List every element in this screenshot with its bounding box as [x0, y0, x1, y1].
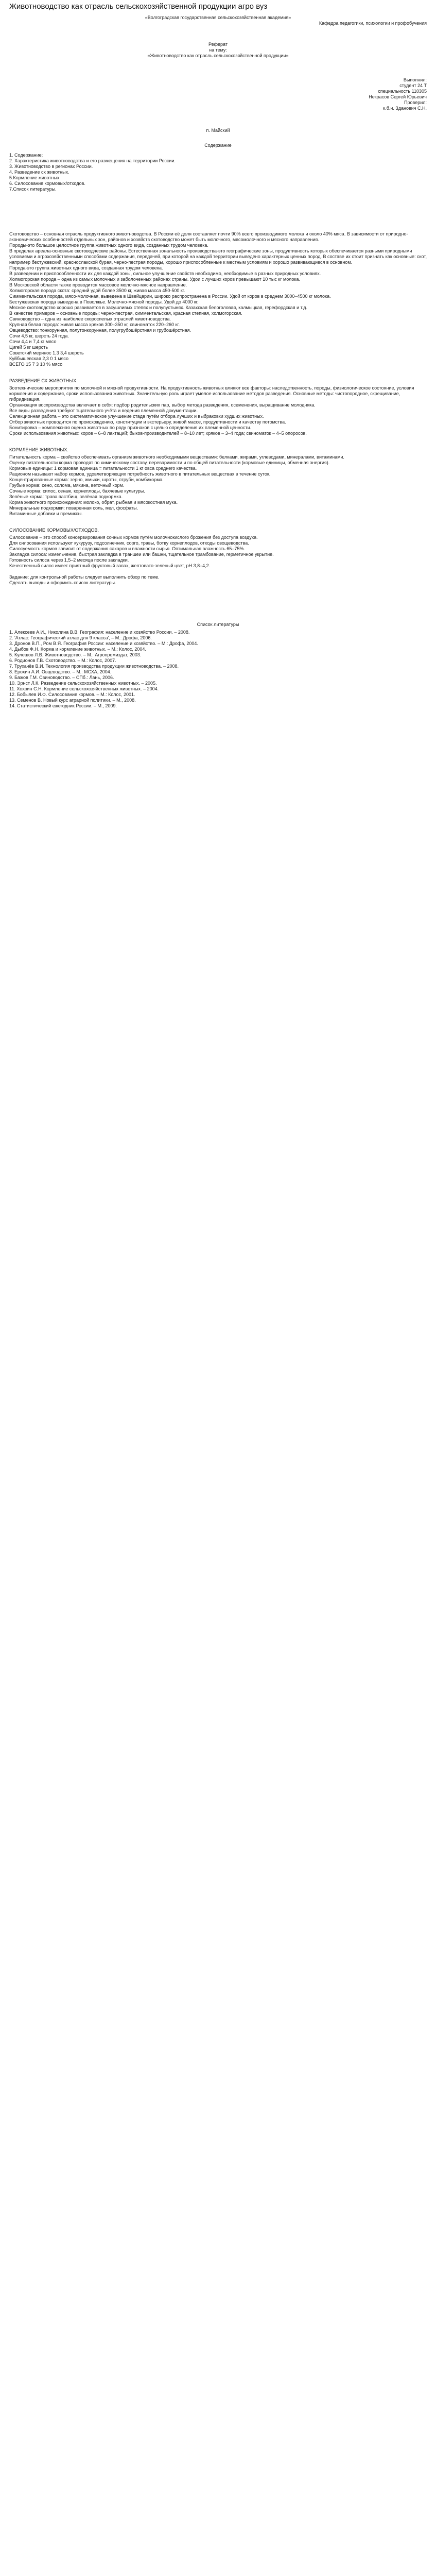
- paragraph: Отбор животных проводится по происхождению, конституции и экстерьеру, живой массе, продуктивности и качеству потомства.: [9, 419, 286, 425]
- paragraph: Зоотехнические мероприятия по молочной и мясной продуктивности. На продуктивность животных влияют все факторы: наследственность, породы, физиологическое состояние, условия кормления и содержания, сроки использования животных. Значительную роль играет умелое использование методов разведения. Основные методы: чистопородное, скрещивание, гибридизация.: [9, 385, 414, 402]
- reference-item: 1. Алексеев А.И., Николина В.В. География: население и хозяйство России. – 2008.: [9, 630, 190, 635]
- paragraph: Сочные корма: силос, сенаж, корнеплоды, бахчевые культуры.: [9, 488, 145, 494]
- paragraph: Цигей 5 кг шерсть: [9, 345, 48, 350]
- toc-heading: Содержание: [204, 143, 232, 148]
- paragraph: Свиноводство – одна из наиболее скороспелых отраслей животноводства.: [9, 316, 171, 321]
- paragraph: В пределах ареала-основные скотоводческие районы. Естественная зональность производства-это географические зоны, продуктивность которых обеспечивается разными природными условиями и агрохозяйственными способами содержания, передачей, при которой на каждой территории выведено характерных ценных пород. В составе их стоит признать как основные: скот, например бестужевский, краснослакской бурая, черно-пестрая породы, хорошо приспособленные к местным условиям и хорошо развивающиеся в основном.: [9, 248, 427, 265]
- performed-label: Выполнил:: [403, 77, 427, 82]
- reference-item: 5. Кулешов Л.В. Животноводство. – М.: Агропромиздат, 2003.: [9, 652, 142, 657]
- toc-item: 5.Кормление животных.: [9, 175, 61, 180]
- paragraph: Питательность корма – свойство обеспечивать организм животного необходимыми веществами: белками, жирами, углеводами, минералами, витаминами.: [9, 454, 344, 460]
- checker-name: к.б.н. Зданович С.Н.: [383, 106, 427, 111]
- student-group: студент 24 Т: [399, 83, 427, 88]
- paragraph: Силосование – это способ консервирования сочных кормов путём молочнокислого брожения без доступа воздуха.: [9, 535, 258, 540]
- toc-item: 6. Силосование кормовых/отходов.: [9, 181, 85, 186]
- paragraph: Оценку питательности корма проводят по химическому составу, переваримости и по общей питательности (кормовые единицы, обменная энергия).: [9, 460, 330, 465]
- section-heading-silage: СИЛОСОВАНИЕ КОРМОВЫХ/ОТХОДОВ.: [9, 528, 99, 533]
- paragraph: Крупная белая порода: живая масса хряков 300–350 кг, свиноматок 220–260 кг.: [9, 322, 180, 327]
- page-title: Животноводство как отрасль сельскохозяйственной продукции агро вуз: [9, 2, 268, 11]
- paragraph: Овцеводство: тонкорунная, полутонкорунная, полугрубошёрстная и грубошёрстная.: [9, 328, 191, 333]
- paragraph: Сроки использования животных: коров – 6–8 лактаций; быков-производителей – 8–10 лет; хряков – 3–4 года; свиноматок – 4–5 опоросов.: [9, 431, 307, 436]
- paragraph: Мясное скотоводство хорошо развивается в засушливых степях и полупустынях. Казахская белоголовая, калмыцкая, герефордская и т.д.: [9, 305, 307, 310]
- reference-item: 12. Бобылев И.Ф. Силосование кормов. – М.: Колос, 2001.: [9, 692, 135, 697]
- department-block: [9, 21, 427, 26]
- paragraph: Скотоводство – основная отрасль продуктивного животноводства. В России её доля составляет почти 90% всего производимого молока и около 40% мяса. В зависимости от природно-экономических особенностей отдельных зон, районов и хозяйств скотоводство может быть молочного, мясомолочного и мясного направления.: [9, 231, 408, 242]
- paragraph: Холмогорская порода – одна из самых молочных и заболоченных районах страны. Удои с лучших коров превышают 10 тыс кг молока.: [9, 277, 301, 282]
- paragraph: Витаминные добавки и премиксы.: [9, 511, 83, 516]
- paragraph: Организация воспроизводства включает в себя: подбор родительских пар, выбор метода разведения, осеменения, выращивание молодняка.: [9, 402, 316, 408]
- cover-header: [9, 15, 427, 21]
- paragraph: Силосуемость кормов зависит от содержания сахаров и влажности сырья. Оптимальная влажность 65–75%.: [9, 546, 245, 551]
- document-page: [0, 0, 436, 709]
- author-name: Некрасов Сергей Юрьевич: [369, 94, 427, 99]
- table-of-contents: [9, 152, 427, 192]
- paragraph: В качестве примеров – основные породы: черно-пестрая, симментальская, красная степная, холмогорская.: [9, 311, 242, 316]
- section-heading-breeding: РАЗВЕДЕНИЕ СХ ЖИВОТНЫХ.: [9, 378, 78, 383]
- toc-item: 4. Разведение сх животных.: [9, 170, 69, 175]
- section-livestock: [9, 231, 427, 367]
- toc-item: 2. Характеристика животноводства и его размещения на территории России.: [9, 158, 176, 163]
- topic-text: «Животноводство как отрасль сельскохозяйственной продукции»: [147, 53, 289, 58]
- section-feeding: [9, 454, 427, 517]
- paragraph: Качественный силос имеет приятный фруктовый запах, желтовато-зелёный цвет, pH 3,8–4,2.: [9, 563, 211, 568]
- reference-item: 4. Дыбов Ф.Н. Корма и кормление животных. – М.: Колос, 2004.: [9, 647, 146, 652]
- paragraph: Закладка силоса: измельчение, быстрая закладка в траншеи или башни, тщательное трамбование, герметичное укрытие.: [9, 552, 274, 557]
- specialty: специальность 110305: [378, 89, 427, 94]
- paragraph: Холмогорская порода скота: средний удой более 3500 кг, живая масса 450-500 кг.: [9, 288, 185, 293]
- paragraph: ВСЕГО 15 7 3 10 % мясо: [9, 362, 63, 367]
- reference-item: 13. Семенов В. Новый курс аграрной политики. – М., 2008.: [9, 698, 136, 703]
- paragraph: Сочи 4,5 кг, шерсть 24 года.: [9, 333, 69, 338]
- paragraph: Зелёные корма: трава пастбищ, зелёная подкормка.: [9, 494, 123, 499]
- reference-item: 3. Дронов В.П., Ром В.Я. География России: население и хозяйство. – М.: Дрофа, 2004.: [9, 641, 198, 646]
- paragraph: Грубые корма: сено, солома, мякина, веточный корм.: [9, 483, 125, 488]
- paragraph: В разведении и приспособленности их для каждой зоны, сильное улучшение свойств необходимо, необходимые в разных природных условиях.: [9, 271, 321, 276]
- references-list: [9, 630, 427, 709]
- paragraph: Бонитировка – комплексная оценка животных по ряду признаков с целью определения их племенной ценности.: [9, 425, 251, 430]
- paragraph: Сделать выводы и оформить список литературы.: [9, 580, 116, 585]
- cover-topic: [9, 42, 427, 59]
- paragraph: Бестужевская порода выведена в Поволжье. Молочно-мясной породы. Удой до 4000 кг.: [9, 299, 199, 304]
- paragraph: Задание: для контрольной работы следует выполнить обзор по теме.: [9, 574, 160, 580]
- checked-label: Проверил:: [404, 100, 427, 105]
- topic-label: на тему:: [209, 47, 227, 53]
- toc-item: 1. Содержание;: [9, 152, 43, 158]
- paragraph: Концентрированные корма: зерно, жмыхи, шроты, отруби, комбикорма.: [9, 477, 164, 482]
- reference-item: 7. Трухачёв В.И. Технология производства продукции животноводства. – 2008.: [9, 664, 179, 669]
- section-conclusion: [9, 574, 427, 586]
- paragraph: Готовность силоса через 1,5–2 месяца после закладки.: [9, 557, 129, 563]
- department-name: Кафедра педагогики, психологии и профобучения: [319, 21, 427, 26]
- reference-item: 10. Эрнст Л.К. Разведение сельскохозяйственных животных. – 2005.: [9, 681, 157, 686]
- paragraph: Для силосования используют кукурузу, подсолнечник, сорго, травы, ботву корнеплодов, отходы овощеводства.: [9, 540, 249, 546]
- reference-item: 11. Хохрин С.Н. Кормление сельскохозяйственных животных. – 2004.: [9, 686, 159, 691]
- paragraph: Все виды разведения требуют тщательного учёта и ведения племенной документации.: [9, 408, 198, 413]
- paragraph: Сочи 4,4 и 7,4 кг мясо: [9, 339, 57, 344]
- work-kind: Реферат: [208, 42, 228, 47]
- reference-item: 2. 'Атлас: Географический атлас для 9 класса', – М.: Дрофа, 2006.: [9, 635, 152, 640]
- institution-name: «Волгоградская государственная сельскохозяйственная академия»: [145, 15, 291, 20]
- paragraph: Породы-это большое целостное группа животных одного вида, созданных трудом человека.: [9, 243, 208, 248]
- paragraph: Кормовые единицы: 1 кормовая единица = питательности 1 кг овса среднего качества.: [9, 466, 197, 471]
- reference-item: 6. Родионов Г.В. Скотоводство. – М.: Колос, 2007.: [9, 658, 116, 663]
- paragraph: Куйбышевская 2,3 0 1 мясо: [9, 356, 69, 361]
- toc-item: 3. Животноводство в регионах России.: [9, 164, 93, 169]
- paragraph: Рационом называют набор кормов, удовлетворяющих потребность животного в питательных веществах в течение суток.: [9, 471, 271, 477]
- paragraph: Минеральные подкормки: поваренная соль, мел, фосфаты.: [9, 505, 138, 511]
- section-silage: [9, 535, 427, 569]
- toc-item: 7.Список литературы.: [9, 187, 57, 192]
- reference-item: 14. Статистический ежегодник России. – М., 2009.: [9, 703, 117, 708]
- paragraph: В Московской области также проводится массовое молочно-мясное направление.: [9, 282, 187, 287]
- paragraph: Порода-это группа животных одного вида, созданная трудом человека.: [9, 265, 163, 270]
- author-block: [9, 77, 427, 111]
- section-heading-feeding: КОРМЛЕНИЕ ЖИВОТНЫХ.: [9, 447, 68, 452]
- references-heading: Список литературы: [197, 622, 239, 627]
- paragraph: Симментальская порода, мясо-молочная, выведена в Швейцарии, широко распространена в России. Удой от коров в среднем 3000–4500 кг молока.: [9, 294, 331, 299]
- reference-item: 8. Ерохин А.И. Овцеводство. – М.: МСХА, 2004.: [9, 669, 112, 674]
- paragraph: Селекционная работа – это систематическое улучшение стада путём отбора лучших и выбраковки худших животных.: [9, 414, 264, 419]
- city: п. Майский: [206, 128, 230, 133]
- paragraph: Советский меринос 1,3 3,4 шерсть: [9, 350, 84, 355]
- reference-item: 9. Бажов Г.М. Свиноводство. – СПб.: Лань, 2006.: [9, 675, 114, 680]
- paragraph: Корма животного происхождения: молоко, обрат, рыбная и мясокостная мука.: [9, 500, 178, 505]
- section-breeding: [9, 385, 427, 436]
